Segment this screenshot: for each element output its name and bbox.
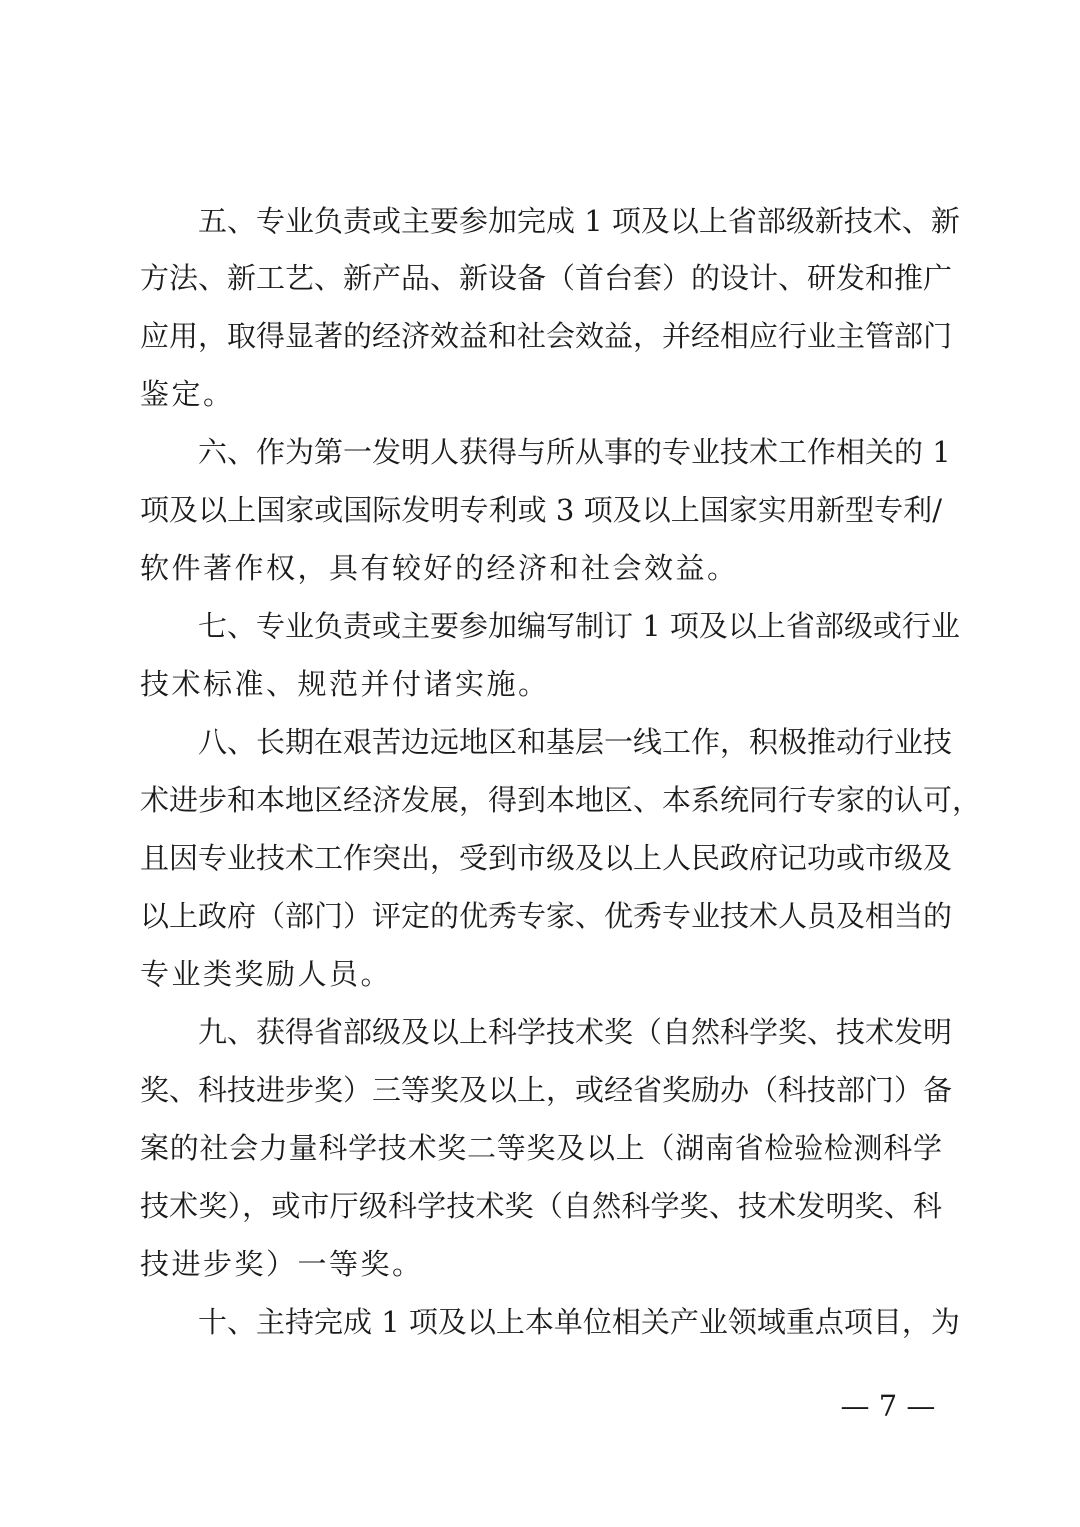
text-line: 七、专业负责或主要参加编写制订 1 项及以上省部级或行业 <box>198 609 960 643</box>
text-line: 且因专业技术工作突出，受到市级及以上人民政府记功或市级及 <box>140 841 953 875</box>
text-line: 应用，取得显著的经济效益和社会效益，并经相应行业主管部门 <box>140 319 953 353</box>
text-line: 技进步奖）一等奖。 <box>140 1247 424 1281</box>
text-line: 鉴定。 <box>140 377 235 411</box>
page-number: — 7 — <box>840 1389 936 1423</box>
text-line: 以上政府（部门）评定的优秀专家、优秀专业技术人员及相当的 <box>140 899 953 933</box>
text-line: 十、主持完成 1 项及以上本单位相关产业领域重点项目，为 <box>198 1305 960 1339</box>
text-line: 六、作为第一发明人获得与所从事的专业技术工作相关的 1 <box>198 435 951 469</box>
text-line: 五、专业负责或主要参加完成 1 项及以上省部级新技术、新 <box>198 204 960 238</box>
text-line: 方法、新工艺、新产品、新设备（首台套）的设计、研发和推广 <box>140 261 953 295</box>
text-line: 九、获得省部级及以上科学技术奖（自然科学奖、技术发明 <box>198 1015 953 1049</box>
text-line: 软件著作权，具有较好的经济和社会效益。 <box>140 551 739 585</box>
text-line: 项及以上国家或国际发明专利或 3 项及以上国家实用新型专利/ <box>140 493 942 527</box>
text-line: 八、长期在艰苦边远地区和基层一线工作，积极推动行业技 <box>198 725 953 759</box>
text-line: 专业类奖励人员。 <box>140 957 393 991</box>
text-line: 奖、科技进步奖）三等奖及以上，或经省奖励办（科技部门）备 <box>140 1073 953 1107</box>
text-line: 技术奖），或市厅级科学技术奖（自然科学奖、技术发明奖、科 <box>140 1189 942 1223</box>
text-line: 技术标准、规范并付诸实施。 <box>140 667 550 701</box>
text-line: 案的社会力量科学技术奖二等奖及以上（湖南省检验检测科学 <box>140 1131 942 1165</box>
text-line: 术进步和本地区经济发展，得到本地区、本系统同行专家的认可， <box>140 783 982 817</box>
